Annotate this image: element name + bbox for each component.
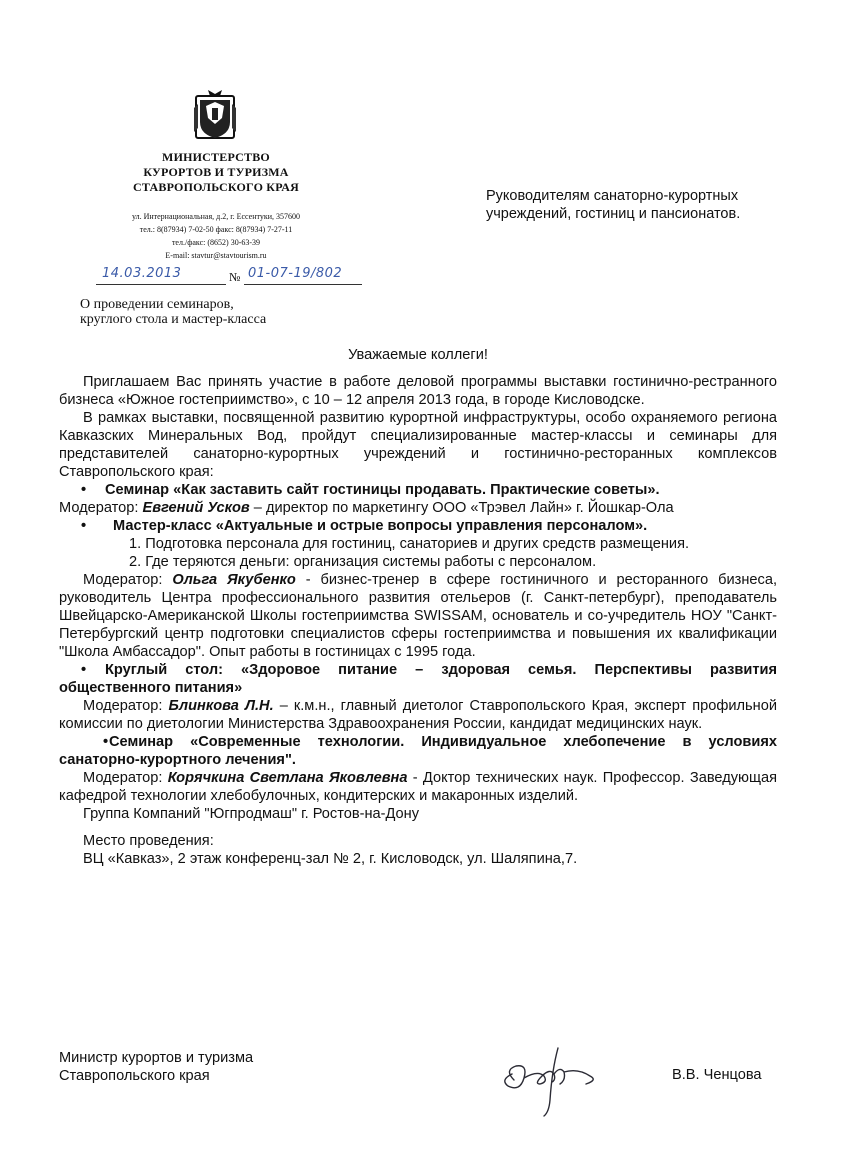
venue-label: Место проведения: [83,833,214,849]
bullet-icon: • [81,482,87,498]
bullet-icon: • [81,662,87,678]
number-label: № [229,270,241,284]
handwritten-signature [494,1040,604,1120]
event-1-title: • Семинар «Как заставить сайт гостиницы продавать. Практические советы». [81,482,660,498]
signatory-name: В.В. Ченцова [672,1067,762,1083]
event-3-title: • Круглый стол: «Здоровое питание – здоровая семья. Перспективы развития общественного питания» [59,662,777,696]
event-2-item: 1. Подготовка персонала для гостиниц, санаториев и других средств размещения. [129,536,690,552]
phone-line: тел.: 8(87934) 7-02-50 факс: 8(87934) 7-27-11 [139,225,293,234]
letter-body [59,346,777,868]
address-line: ул. Интернациональная, д.2, г. Ессентуки, 357600 [131,212,301,221]
registration-date: 14.03.2013 [102,266,182,281]
venue-text: ВЦ «Кавказ», 2 этаж конференц-зал № 2, г. Кисловодск, ул. Шаляпина,7. [83,851,578,867]
email-line: E-mail: stavtur@stavtourism.ru [165,251,267,260]
coat-of-arms-icon [192,88,238,142]
moderator-name: Блинкова Л.Н. [168,698,274,714]
event-3-moderator: Модератор: Блинкова Л.Н. – к.м.н., главный диетолог Ставропольского Края, эксперт профильной комиссии по диетологии Министерства Здравоохранения России, кандидат медицинских наук. [59,698,777,732]
moderator-name: Евгений Усков [142,500,250,516]
ministry-name: МИНИСТЕРСТВО КУРОРТОВ И ТУРИЗМА СТАВРОПОЛЬСКОГО КРАЯ [133,150,299,194]
phone-fax-line: тел./факс: (8652) 30-63-39 [171,238,261,247]
registration-line [96,266,364,288]
event-2-item: 2. Где теряются деньги: организация системы работы с персоналом. [129,554,597,570]
intro-paragraph: В рамках выставки, посвященной развитию курортной инфраструктуры, особо охраняемого региона Кавказских Минеральных Вод, пройдут специализированные мастер-классы и семинары для представителей санаторно-курортных учреждений и гостинично-ресторанных комплексов Ставропольского края: [59,410,777,480]
greeting: Уважаемые коллеги! [348,347,488,363]
event-2-title: • Мастер-класс «Актуальные и острые вопросы управления персоналом». [81,518,648,534]
event-1-moderator: Модератор: Евгений Усков – директор по маркетингу ООО «Трэвел Лайн» г. Йошкар-Ола [59,500,674,516]
event-4-title: •Семинар «Современные технологии. Индивидуальное хлебопечение в условиях санаторно-курортного лечения". [59,734,777,768]
bullet-icon: • [81,518,87,534]
event-2-moderator: Модератор: Ольга Якубенко - бизнес-тренер в сфере гостиничного и ресторанного бизнеса, руководитель Центра профессионального развития отельеров (г. Санкт-петербург), преподаватель Швейцарско-Американской Школы гостеприимства SWISSAM, основатель и со-учредитель НОУ "Санкт-Петербургский центр подготовки специалистов сферы гостеприимства и повышения их квалификации "Школа Амбассадор". Опыт работы в гостиницах с 1995 года. [59,572,777,660]
moderator-name: Корячкина Светлана Яковлевна [167,770,408,786]
intro-paragraph: Приглашаем Вас принять участие в работе деловой программы выставки гостинично-рестранного бизнеса «Южное гостеприимство», с 10 – 12 апреля 2013 года, в городе Кисловодске. [59,374,777,408]
letter-subject: О проведении семинаров, круглого стола и мастер-класса [80,297,267,327]
signatory-title: Министр курортов и туризма Ставропольского края [59,1050,254,1084]
event-4-organization: Группа Компаний "Югпродмаш" г. Ростов-на-Дону [83,806,420,822]
addressee: Руководителям санаторно-курортных учреждений, гостиниц и пансионатов. [486,188,741,222]
bullet-icon: • [103,734,109,750]
event-4-moderator: Модератор: Корячкина Светлана Яковлевна - Доктор технических наук. Профессор. Заведующая кафедрой технологии хлебобулочных, кондитерских и макаронных изделий. [59,770,777,804]
registration-number: 01-07-19/802 [248,266,343,281]
ministry-contacts [100,210,332,262]
moderator-name: Ольга Якубенко [172,572,296,588]
